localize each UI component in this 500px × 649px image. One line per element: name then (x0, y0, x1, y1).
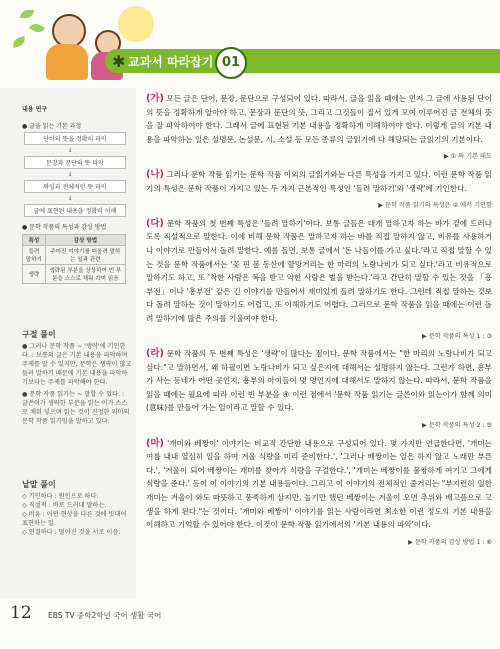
paragraph-text: 모든 글은 단어, 문장, 문단으로 구성되어 있다. 따라서, 글을 읽을 때에는 먼저 그 글에 사용된 단어의 뜻을 정확하게 알아야 하고, 문장과 문단의 뜻, 그리고 그것들이 질서 있게 모여 이루어진 글 전체의 뜻을 잘 파악하여야 한다. 그래서 글에 표현된 기본 내용을 정확하게 이해하여야 한다. 이렇게 글의 기본 내용을 파악하는 일은 설명문, 논설문, 시, 소설 등 모든 종류의 글읽기에 다 해당되는 글읽기의 기본이다. (146, 94, 492, 144)
paragraph-marker: (마) (146, 437, 164, 449)
vocab-item: ◇ 비유 : 어떤 현상을 다른 것에 빗대어 표현하는 일. (22, 511, 127, 527)
leaf-decoration (20, 10, 34, 18)
table-header: 특성 (23, 234, 46, 245)
leaf-decoration (29, 21, 45, 35)
vocab-item: ◇ 기인하다 : 원인으로 하다. (22, 493, 99, 500)
flow-step: 단어의 뜻을 정확히 파악 (24, 132, 126, 145)
summary-note: ▶ 문학 작품 읽기의 특성은 ② 에서 기인함 (378, 202, 492, 210)
main-text (146, 92, 492, 553)
paragraph (146, 92, 492, 146)
paragraph-text: 문학 작품의 두 번째 특성은 '생략'이 많다는 점이다. 문학 작품에서는 "한 마리의 노랑나비가 되고 싶다."고 말하면서, 왜 하필이면 노랑나비가 되고 싶은지에 대해서는 설명하지 않는다. 그런가 하면, 흥부가 사는 동네가 어떤 곳인지, 흥부의 아이들이 몇 명인지에 대해서도 말하지 않는다. 따라서, 문학 작품을 읽을 때에는 필요에 따라 이런 빈 부분을 ④ 이런 점에서 '문학 작품 읽기는 글쓴이와 읽는이가 함께 의미(意味)를 만들어 가는 일이라고 말할 수 있다. (146, 349, 492, 413)
flow-step: 글에 표현된 내용을 정확히 이해 (24, 204, 126, 217)
leaf-decoration (11, 36, 27, 48)
phrase-notes-title: 구절 풀이 (22, 330, 56, 339)
flow-intro: ● 글을 읽는 기본 과정 (22, 122, 82, 130)
paragraph-marker: (다) (146, 217, 164, 229)
table-row (23, 245, 126, 264)
section-title: 교과서 따라잡기 (128, 55, 214, 69)
vocab-notes (22, 480, 132, 537)
content-study (22, 96, 128, 284)
table-header: 감상 방법 (45, 234, 125, 245)
paragraph-text: 문학 작품의 첫 번째 특성은 '들려 말하기'이다. 보통 글들은 대개 말하고자 하는 바가 겉에 드러나도록 직설적으로 말한다. 이에 비해 문학 작품은 말하고자 하는 바를 직접 말하지 않고, 비유를 사용하거나 이야기로 만들어서 돌려 말한다. 예를 들면, 보통 글에서 '돈 나들이를 가고 싶다.'라고 직접 말할 수 있는 것을 문학 작품에서는 '꽃 핀 봄 동산에 할망거리는 한 마리의 노랑나비가 되고 싶다.'라고 비유적으로 말하기도 하고, 또 '착한 사람은 복을 받고 악한 사람은 벌을 받는다.'라고 간단히 말할 수 있는 것을 「흥부전」이나 '흥부전' 같은 긴 이야기를 만들어서 재미있게 들려 말하기도 한다. 그런데 직접 말하는 것보다 돌려 말하는 것이 말하기도 어렵고, 또 이해하기도 어렵다. 그러므로 문학 작품을 읽을 때에는 이런 돌려 말하기에 많은 주의를 기울여야 한다. (146, 218, 492, 323)
arrow-down-icon: ↓ (67, 146, 73, 154)
vocab-notes-title: 낱말 풀이 (22, 480, 56, 489)
paragraph (146, 347, 492, 415)
summary-note: ▶ ① 의 기본 태도 (443, 153, 492, 161)
sun-illustration (118, 6, 154, 42)
page-number: 12 (10, 603, 32, 623)
paragraph-text: 그러나 문학 작품 읽기는 문학 작품 이외의 글읽기와는 다른 특성을 가지고 있다. 이런 문학 작품 읽기의 특성은 문학 작품이 가지고 있는 두 가지 근본적인 특성인 '들려 말하기'와 '생략'에 기인한다. (146, 169, 492, 193)
phrase-notes (22, 330, 132, 426)
table-cell: 주어진 이야기를 떠올려 말하는 일과 관련 (45, 245, 125, 264)
note-item: ● 그러나 문학 작품 ~ '생략'에 기인한다. : 보통의 글은 기본 내용을 파악하며 주제를 알 수 있지만, 문학은 생략이 많고 들려 말하기 때문에 기본 내용을 파악하기보다는 주제를 파악해야 한다. (22, 343, 132, 386)
note-item: ● 문학 작품 읽기는 ~ 말할 수 있다. : 글쓴이가 생략한 부분을 읽는 이가 스스로 채워 넣으며 읽는 것이 진정한 의미의 문학 작품 읽기임을 말하고 있다. (22, 391, 130, 425)
paragraph-marker: (나) (146, 168, 164, 180)
paragraph (146, 217, 492, 326)
arrow-down-icon: ↓ (67, 194, 73, 202)
reading-process-flow (22, 132, 128, 217)
summary-note: ▶ 문학 작품의 특성 2 : ⑤ (422, 422, 492, 430)
content-study-title: 내용 연구 (22, 105, 48, 113)
child-body-illustration (46, 44, 88, 80)
paragraph-marker: (라) (146, 348, 164, 360)
star-icon: ✱ (112, 52, 126, 71)
arrow-down-icon: ↓ (67, 170, 73, 178)
flow-step: 문장과 문단의 뜻 파악 (24, 156, 126, 169)
features-table (22, 234, 126, 284)
vocab-item: ◇ 연결하다 : 떨어진 것을 서로 이음. (22, 529, 121, 536)
vocab-item: ◇ 직설적 : 바로 드러내 말하는. (22, 502, 107, 509)
table-cell: 생략 (23, 264, 46, 283)
table-row (23, 264, 126, 283)
footer-text: EBS TV 중학2학년 국어 생활 국어 (48, 611, 162, 620)
header-illustration (0, 0, 500, 86)
child-illustration (52, 14, 86, 48)
summary-note: ▶ 문학 작품의 특성 1 : ③ (422, 332, 492, 340)
paragraph (146, 168, 492, 195)
paragraph (146, 437, 492, 532)
table-intro: ● 문학 작품의 특성과 감상 방법 (22, 223, 107, 231)
paragraph-marker: (가) (146, 93, 164, 104)
flow-step: 짜임과 전체적인 뜻 파악 (24, 180, 126, 193)
summary-note: ▶ 문학 작품의 감상 방법 1 : ⑥ (408, 538, 492, 546)
section-number-badge: 01 (215, 47, 247, 79)
paragraph-text: '개미와 베짱이' 이야기는 비교적 간단한 내용으로 구성되어 있다. 몇 가지만 언급한다면, '개미는 여름 내내 열심히 일을 하여 겨울 식량을 미리 준비한다.', '그러나 베짱이는 일은 하지 않고 노래만 부른다.', '겨울이 되어 베짱이는 개미를 찾아가 식량을 구걸한다.', '개미는 베짱이를 불쌍하게 여기고 그에게 식량을 준다.' 등이 이 이야기의 기본 내용들이다. 그리고 이 이야기의 전체적인 줄거리는 "부지런히 일한 개미는 겨울이 와도 따뜻하고 풍족하게 살지만, 놀기만 했던 베짱이는 겨울이 오면 추위와 배고픔으로 고생을 하게 된다."는 것이다. '개미와 베짱이' 이야기를 읽는 사람이라면 최소한 이런 정도의 기본 내용을 이해하고 기억할 수 있어야 한다. 이것이 문학 작품 읽기에서의 '기본 내용의 파악'이다. (146, 438, 493, 530)
table-cell: 생략된 부분을 상상하여 빈 부분을 스스로 채워 가며 읽음 (45, 264, 125, 283)
table-cell: 들려 말하기 (23, 245, 46, 264)
